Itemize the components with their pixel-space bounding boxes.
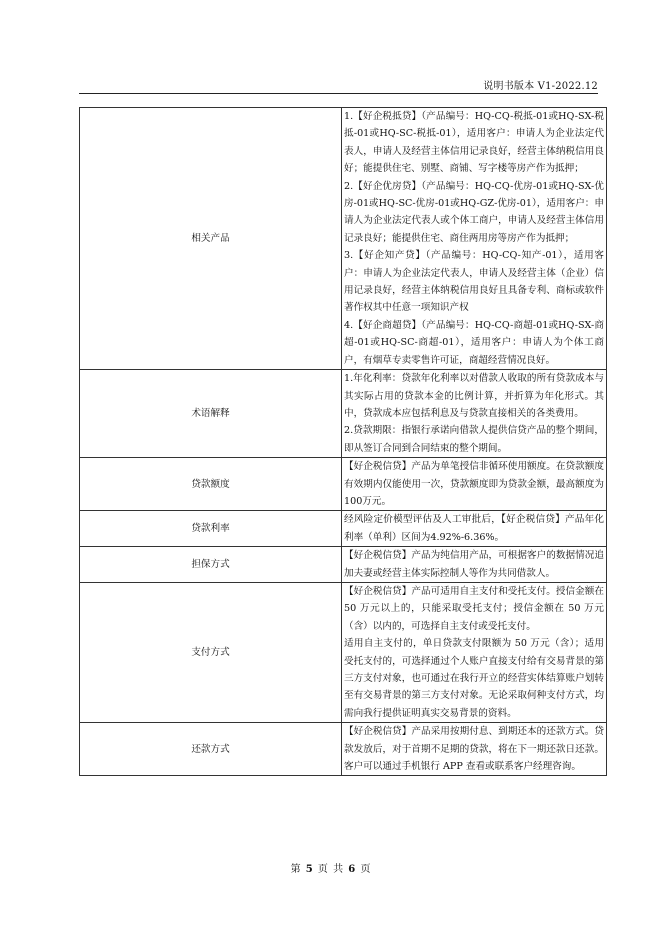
row-label: 贷款额度 bbox=[80, 458, 342, 511]
table-row bbox=[80, 511, 607, 547]
row-content bbox=[342, 582, 607, 722]
table-row bbox=[80, 723, 607, 776]
row-content bbox=[342, 723, 607, 776]
row-content bbox=[342, 511, 607, 547]
footer-prefix: 第 bbox=[290, 864, 302, 875]
table-row bbox=[80, 547, 607, 583]
header-divider bbox=[79, 93, 598, 94]
product-spec-table bbox=[79, 107, 607, 776]
footer-mid: 页 共 bbox=[317, 864, 345, 875]
row-paragraph: 1.年化利率：贷款年化利率以对借款人收取的所有贷款成本与其实际占用的贷款本金的比例计算，并折算为年化形式。其中，贷款成本应包括利息及与贷款直接相关的各类费用。 bbox=[344, 373, 604, 419]
row-paragraph: 【好企税信贷】产品为纯信用产品，可根据客户的数据情况追加夫妻或经营主体实际控制人等作为共同借款人。 bbox=[344, 550, 604, 579]
current-page-number: 5 bbox=[305, 864, 314, 875]
page-footer bbox=[0, 860, 662, 875]
row-content bbox=[342, 547, 607, 583]
table-row bbox=[80, 582, 607, 722]
row-paragraph: 3.【好企知产贷】（产品编号：HQ-CQ-知产-01），适用客户：申请人为企业法定代表人，申请人及经营主体（企业）信用记录良好，经营主体纳税信用良好且具备专利、商标或软件著作权其中任意一项知识产权 bbox=[344, 250, 604, 314]
row-paragraph: 【好企税信贷】产品为单笔授信非循环使用额度。在贷款额度有效期内仅能使用一次，贷款额度即为贷款金额，最高额度为100万元。 bbox=[344, 461, 604, 507]
row-paragraph: 【好企税信贷】产品采用按期付息、到期还本的还款方式。贷款发放后，对于首期不足期的贷款，将在下一期还款日还款。客户可以通过手机银行 APP 查看或联系客户经理咨询。 bbox=[344, 726, 604, 773]
row-paragraph: 适用自主支付的，单日贷款支付限额为 50 万元（含）；适用受托支付的，可选择通过个人账户直接支付给有交易背景的第三方支付对象，也可通过在我行开立的经营实体结算账户划转至有交易背景的第三方支付对象。无论采取何种支付方式，均需向我行提供证明真实交易背景的资料。 bbox=[344, 638, 604, 719]
table-row bbox=[80, 108, 607, 370]
row-paragraph: 【好企税信贷】产品可适用自主支付和受托支付。授信金额在 50 万元以上的，只能采取受托支付；授信金额在 50 万元（含）以内的，可选择自主支付或受托支付。 bbox=[344, 585, 604, 632]
row-label: 担保方式 bbox=[80, 547, 342, 583]
row-paragraph: 2.贷款期限：指银行承诺向借款人提供信贷产品的整个期间，即从签订合同到合同结束的整个期间。 bbox=[344, 425, 604, 454]
row-paragraph: 经风险定价模型评估及人工审批后，【好企税信贷】产品年化利率（单利）区间为4.92%-6.36%。 bbox=[344, 514, 604, 543]
row-label: 贷款利率 bbox=[80, 511, 342, 547]
document-version: 说明书版本 V1-2022.12 bbox=[483, 81, 598, 92]
row-content bbox=[342, 370, 607, 458]
row-label: 相关产品 bbox=[80, 108, 342, 370]
row-label: 术语解释 bbox=[80, 370, 342, 458]
row-paragraph: 2.【好企优房贷】（产品编号：HQ-CQ-优房-01或HQ-SX-优房-01或HQ-SC-优房-01或HQ-GZ-优房-01），适用客户：申请人为企业法定代表人或个体工商户，申请人及经营主体信用记录良好；能提供住宅、商住两用房等房产作为抵押； bbox=[344, 180, 604, 244]
row-content bbox=[342, 108, 607, 370]
table-row bbox=[80, 458, 607, 511]
total-page-count: 6 bbox=[348, 864, 357, 875]
footer-suffix: 页 bbox=[360, 864, 372, 875]
table-row bbox=[80, 370, 607, 458]
row-label: 还款方式 bbox=[80, 723, 342, 776]
row-paragraph: 4.【好企商超贷】（产品编号：HQ-CQ-商超-01或HQ-SX-商超-01或HQ-SC-商超-01），适用客户：申请人为个体工商户，有烟草专卖零售许可证，商超经营情况良好。 bbox=[344, 319, 604, 366]
row-paragraph: 1.【好企税抵贷】（产品编号：HQ-CQ-税抵-01或HQ-SX-税抵-01或HQ-SC-税抵-01），适用客户：申请人为企业法定代表人，申请人及经营主体信用记录良好，经营主体纳税信用良好；能提供住宅、别墅、商铺、写字楼等房产作为抵押； bbox=[344, 111, 604, 175]
row-content bbox=[342, 458, 607, 511]
row-label: 支付方式 bbox=[80, 582, 342, 722]
